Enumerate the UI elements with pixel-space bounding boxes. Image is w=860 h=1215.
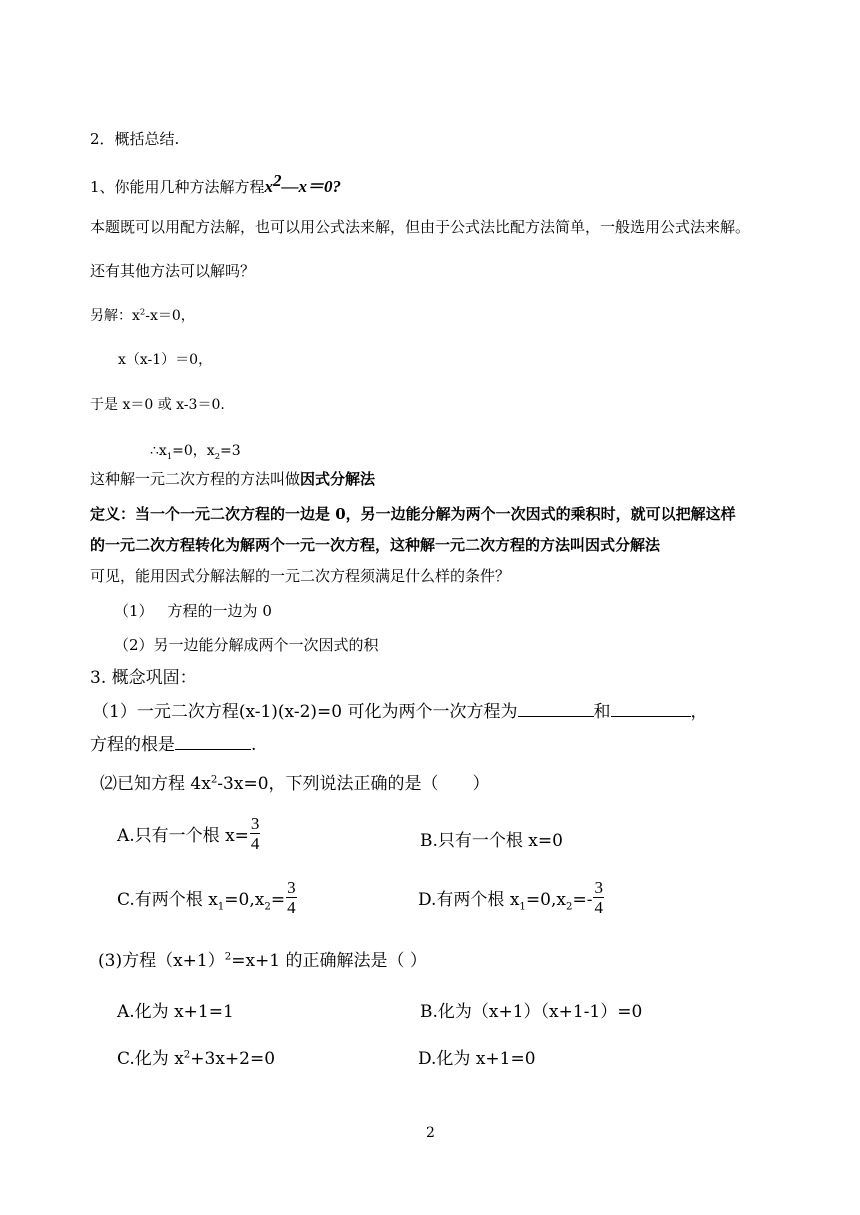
fraction-2d-denominator: 4: [594, 898, 603, 917]
exercise-1-and: 和: [593, 702, 611, 722]
fraction-2c-numerator: 3: [287, 878, 296, 897]
conditions-question: 可见，能用因式分解法解的一元二次方程须满足什么样的条件？: [90, 567, 511, 585]
solution-line-4: [150, 440, 241, 460]
root-subscript-1: 1: [166, 450, 173, 461]
exercise-2-exponent: 2: [210, 774, 218, 786]
method-name-line: [90, 468, 375, 489]
section-2-heading: 2．概括总结.: [90, 130, 180, 148]
fraction-2c: [286, 878, 297, 917]
option-2c: [117, 878, 297, 917]
exercise-2-stem: [100, 769, 490, 794]
option-2c-text-1: C.有两个根 x: [117, 890, 218, 910]
solution-line-1-rest: -x＝0，: [145, 308, 195, 324]
other-method-question: 还有其他方法可以解吗？: [90, 262, 256, 280]
option-3a: A.化为 x+1=1: [117, 1002, 234, 1022]
option-2d: [418, 878, 604, 917]
method-name: 因式分解法: [300, 470, 376, 488]
condition-1-text: 方程的一边为 0: [167, 602, 272, 620]
definition-line-2: 的一元二次方程转化为解两个一元一次方程，这种解一元二次方程的方法叫因式分解法: [90, 536, 661, 554]
option-2c-sub-2: 2: [264, 901, 271, 913]
page-number: 2: [426, 1125, 435, 1141]
question-1: [90, 172, 341, 197]
exercise-1-comma: ，: [690, 702, 708, 722]
solution-line-4-mid: =0，x: [172, 443, 215, 459]
option-2d-text-1: D.有两个根 x: [418, 890, 520, 910]
equation-rest: —x＝0?: [281, 177, 342, 196]
fraction-2d-numerator: 3: [594, 878, 603, 897]
fraction-2d: [593, 878, 604, 917]
solution-line-2: x（x-1）＝0，: [118, 352, 213, 368]
option-2d-sub-1: 1: [519, 901, 526, 913]
option-3d: D.化为 x+1=0: [418, 1049, 536, 1069]
exercise-3-stem: [98, 946, 427, 971]
option-2d-text: [418, 890, 593, 913]
solution-line-1: [90, 305, 195, 325]
option-2c-text-2: =0,x: [224, 890, 265, 910]
answer-blank-2[interactable]: [611, 698, 691, 717]
option-3c: [117, 1044, 275, 1069]
exercise-2-stem-prefix: ⑵已知方程 4x: [100, 774, 211, 794]
option-2c-sub-1: 1: [217, 901, 225, 913]
option-2d-text-2: =0,x: [525, 890, 566, 910]
option-3c-text-b: +3x+2=0: [190, 1049, 276, 1069]
option-2a: [117, 814, 260, 853]
method-name-prefix: 这种解一元二次方程的方法叫做: [90, 470, 301, 488]
question-1-answer: 本题既可以用配方法解，也可以用公式法来解，但由于公式法比配方法简单，一般选用公式法来解。: [90, 218, 751, 236]
definition-line-1: 定义：当一个一元二次方程的一边是 0，另一边能分解为两个一次因式的乘积时，就可以把解这样: [90, 505, 736, 523]
exercise-1-text: （1）一元二次方程(x-1)(x-2)=0 可化为两个一次方程为: [92, 702, 518, 722]
fraction-2a-numerator: 3: [250, 814, 260, 833]
exercise-3-stem-a: (3)方程（x+1）: [98, 951, 225, 971]
fraction-2a-denominator: 4: [250, 834, 260, 853]
option-2b: B.只有一个根 x=0: [420, 831, 563, 851]
fraction-2a: [250, 814, 261, 853]
solution-line-4-end: =3: [220, 443, 241, 459]
exercise-1-dot: .: [251, 735, 257, 755]
root-subscript-2: 2: [214, 450, 221, 461]
option-2d-sub-2: 2: [565, 901, 573, 913]
equation-exponent: 2: [273, 171, 282, 190]
question-1-prefix: 1、你能用几种方法解方程: [90, 178, 265, 196]
fraction-2c-denominator: 4: [287, 898, 296, 917]
option-2c-text-3: =: [270, 890, 286, 910]
option-2d-text-3: =-: [572, 890, 593, 910]
solution-line-1-prefix: 另解：x: [90, 308, 140, 324]
exercise-3-exponent: 2: [224, 951, 232, 963]
exercise-2-stem-rest: -3x=0，下列说法正确的是（ ）: [217, 774, 490, 794]
equation-x: x: [264, 177, 274, 196]
answer-blank-1[interactable]: [518, 698, 594, 717]
solution-line-1-exponent: 2: [139, 306, 146, 317]
condition-1: [114, 600, 272, 621]
option-2a-text: A.只有一个根 x=: [117, 826, 249, 846]
option-3c-text-a: C.化为 x: [117, 1049, 184, 1069]
section-3-heading: 3. 概念巩固：: [90, 668, 197, 688]
answer-blank-3[interactable]: [175, 731, 251, 750]
exercise-1-line-2: [90, 730, 256, 755]
option-2c-text: [117, 890, 286, 913]
option-3b: B.化为（x+1）（x+1-1）=0: [420, 1002, 643, 1022]
exercise-1-line-1: [92, 697, 708, 722]
solution-line-4-prefix: ∴x: [150, 443, 167, 459]
exercise-3-stem-b: =x+1 的正确解法是（ ）: [231, 951, 427, 971]
option-3c-exponent: 2: [183, 1049, 191, 1061]
condition-2: （2）另一边能分解成两个一次因式的积: [114, 636, 379, 654]
exercise-1-roots-text: 方程的根是: [90, 735, 175, 755]
solution-line-3: 于是 x＝0 或 x-3＝0.: [90, 397, 225, 413]
condition-1-number: （1）: [114, 602, 154, 620]
